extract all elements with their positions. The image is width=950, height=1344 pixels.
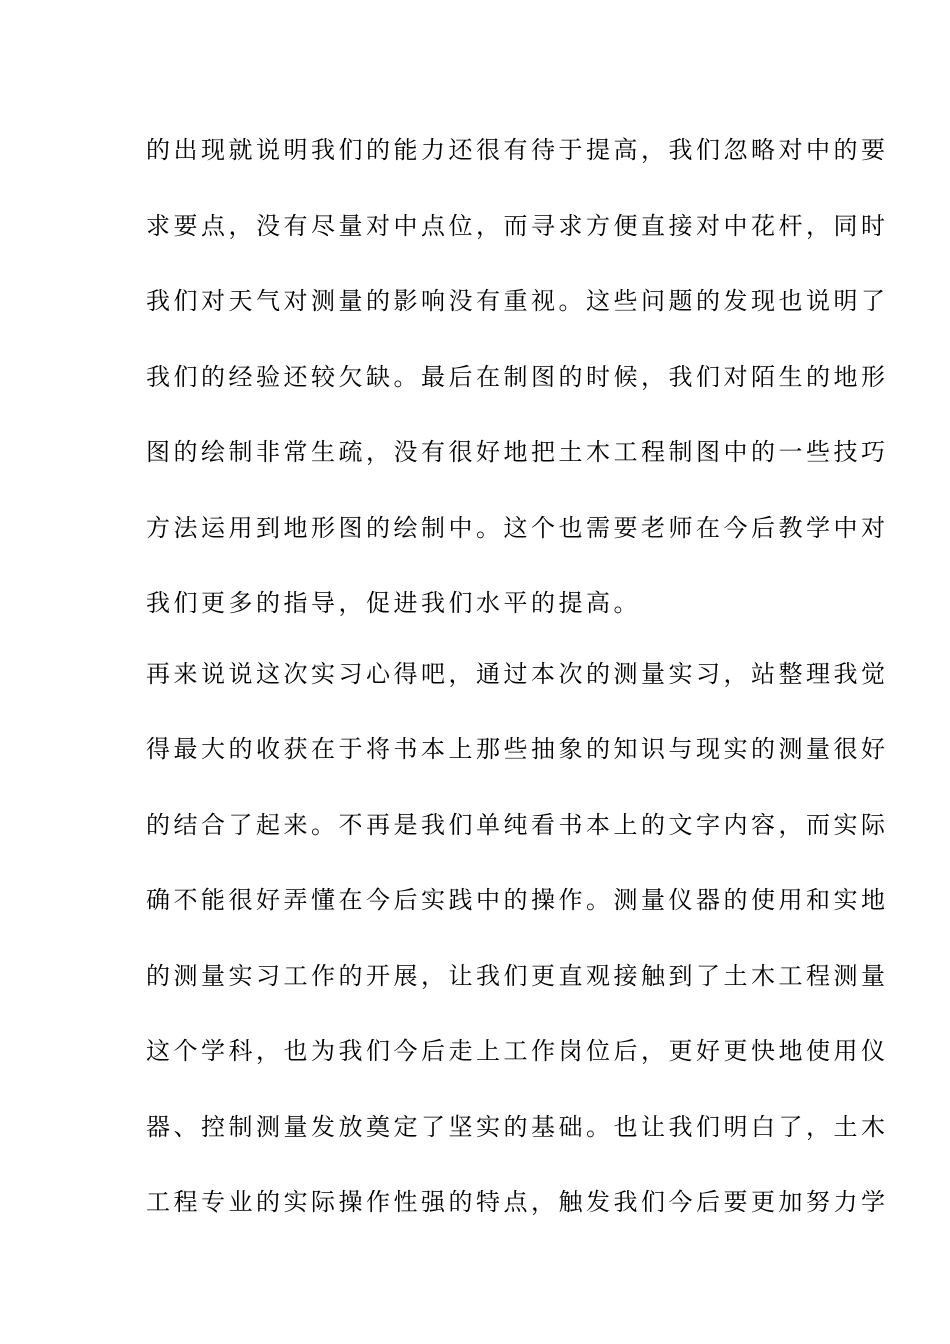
text-line: 器、控制测量发放奠定了坚实的基础。也让我们明白了，土木 [146, 1113, 889, 1141]
text-line: 图的绘制非常生疏，没有很好地把土木工程制图中的一些技巧 [146, 438, 889, 466]
text-line: 求要点，没有尽量对中点位，而寻求方便直接对中花杆，同时 [146, 212, 889, 240]
text-line: 方法运用到地形图的绘制中。这个也需要老师在今后教学中对 [146, 514, 889, 542]
text-line: 的结合了起来。不再是我们单纯看书本上的文字内容，而实际 [146, 811, 889, 839]
text-line: 我们的经验还较欠缺。最后在制图的时候，我们对陌生的地形 [146, 363, 889, 391]
text-line: 我们更多的指导，促进我们水平的提高。 [146, 589, 641, 617]
text-line: 确不能很好弄懂在今后实践中的操作。测量仪器的使用和实地 [146, 886, 889, 914]
text-line: 我们对天气对测量的影响没有重视。这些问题的发现也说明了 [146, 287, 889, 315]
text-line: 再来说说这次实习心得吧，通过本次的测量实习，站整理我觉 [146, 660, 889, 688]
text-line: 的出现就说明我们的能力还很有待于提高，我们忽略对中的要 [146, 136, 889, 164]
text-line: 这个学科，也为我们今后走上工作岗位后，更好更快地使用仪 [146, 1037, 889, 1065]
text-line: 的测量实习工作的开展，让我们更直观接触到了土木工程测量 [146, 962, 889, 990]
text-line: 工程专业的实际操作性强的特点，触发我们今后要更加努力学 [146, 1188, 889, 1216]
text-line: 得最大的收获在于将书本上那些抽象的知识与现实的测量很好 [146, 735, 889, 763]
